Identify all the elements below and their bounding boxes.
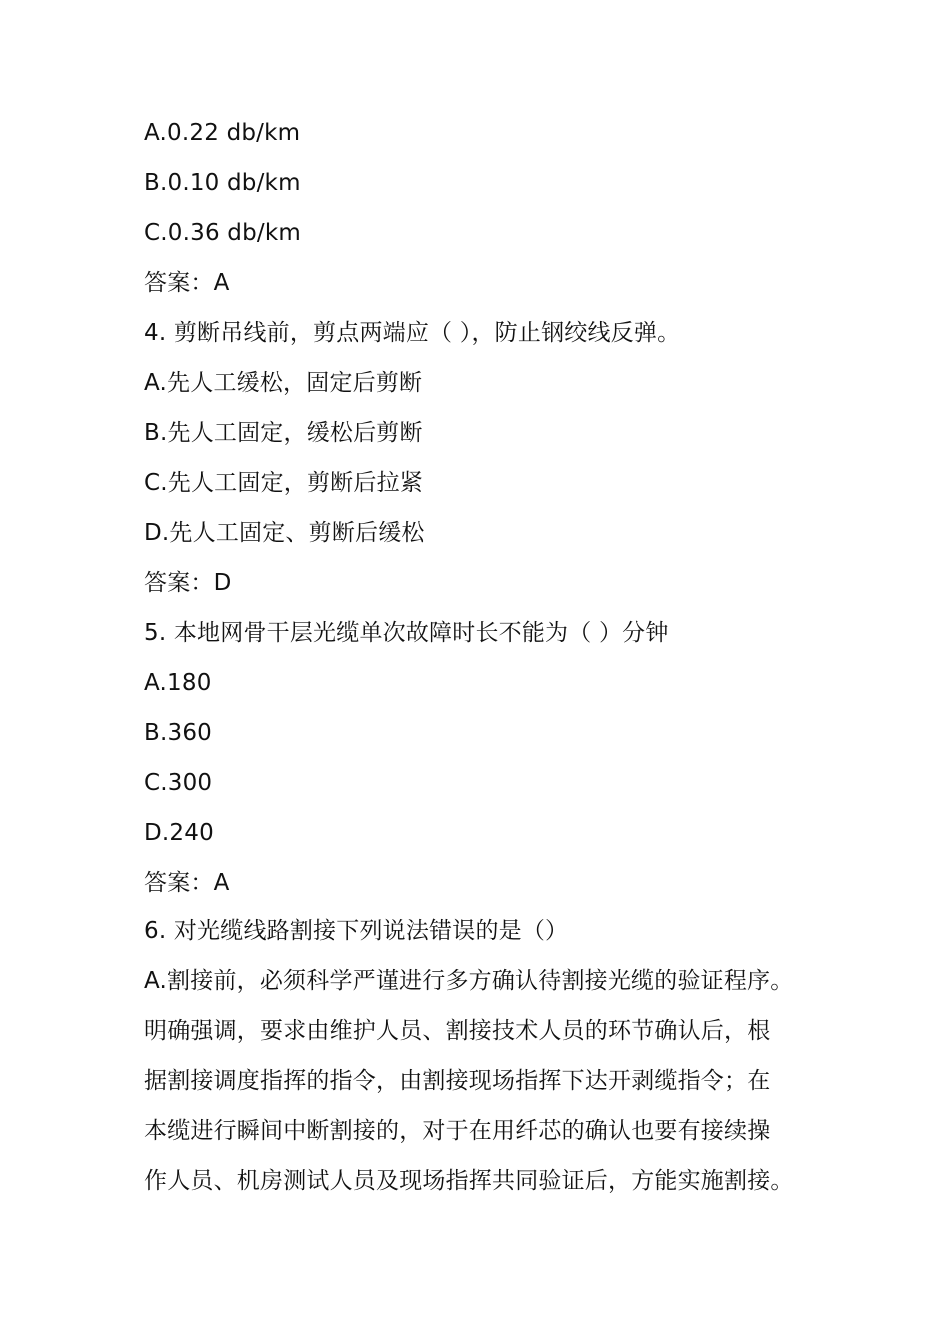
q5-option-b: B.360 [144,720,212,746]
q6-option-a-line-4: 本缆进行瞬间中断割接的，对于在用纤芯的确认也要有接续操 [144,1118,771,1144]
q4-question: 4. 剪断吊线前，剪点两端应（ ），防止钢绞线反弹。 [144,320,681,346]
q4-option-a: A.先人工缓松，固定后剪断 [144,370,423,396]
q5-option-d: D.240 [144,820,214,846]
q4-option-d: D.先人工固定、剪断后缓松 [144,520,425,546]
q5-answer: 答案：A [144,870,230,896]
q6-question: 6. 对光缆线路割接下列说法错误的是（） [144,918,569,944]
q3-option-a: A.0.22 db/km [144,120,301,146]
q4-answer: 答案：D [144,570,232,596]
q6-option-a-line-2: 明确强调，要求由维护人员、割接技术人员的环节确认后，根 [144,1018,771,1044]
q4-option-c: C.先人工固定，剪断后拉紧 [144,470,423,496]
q5-option-a: A.180 [144,670,212,696]
q3-option-c: C.0.36 db/km [144,220,301,246]
q5-option-c: C.300 [144,770,213,796]
q3-option-b: B.0.10 db/km [144,170,301,196]
q4-option-b: B.先人工固定，缓松后剪断 [144,420,423,446]
q6-option-a-line-3: 据割接调度指挥的指令，由割接现场指挥下达开剥缆指令；在 [144,1068,771,1094]
q3-answer: 答案：A [144,270,230,296]
q6-option-a-line-5: 作人员、机房测试人员及现场指挥共同验证后，方能实施割接。 [144,1168,794,1194]
q5-question: 5. 本地网骨干层光缆单次故障时长不能为（ ）分钟 [144,620,669,646]
q6-option-a-line-1: A.割接前，必须科学严谨进行多方确认待割接光缆的验证程序。 [144,968,794,994]
